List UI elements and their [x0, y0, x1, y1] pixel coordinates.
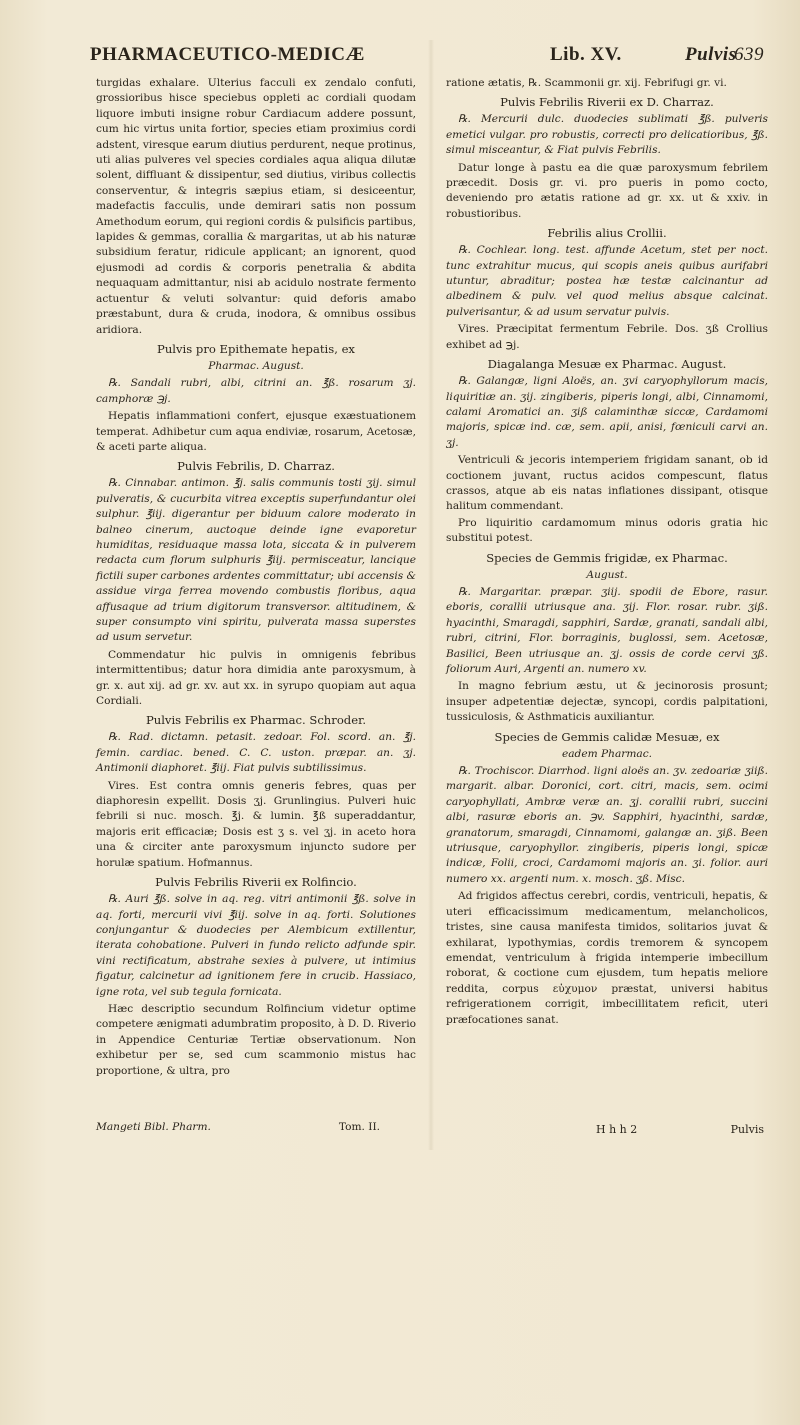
paragraph: Hepatis inflammationi confert, ejusque exæstuationem temperat. Adhibetur cum aqua endiviæ, rosarum, Acetosæ, & aceti parte aliqua. — [96, 410, 416, 453]
catchword: Pulvis — [730, 1123, 764, 1136]
heading-source: eadem Pharmac. — [561, 747, 653, 760]
recipe-text: ℞. Auri ℥ß. solve in aq. reg. vitri antimonii ℥ß. solve in aq. forti, mercurii vivi ℥iij. solve in aq. forti. Solutiones conjungantur & duodecies per Alembicum extillentur, iterata cohobatione. Pulveri in fundo relicto adfunde spir. vini rectificatum, abstrahe sexies à pulvere, ut intimius figatur, calcinetur ad ignitionem fere in crucib. Hassiaco, igne rota, vel sub tegula fornicata. — [96, 893, 416, 998]
volume-number: Tom. II. — [338, 1121, 380, 1133]
section-heading: Diagalanga Mesuæ ex Pharmac. August. — [487, 357, 727, 372]
section-heading: Pulvis Febrilis Riverii ex D. Charraz. — [500, 95, 714, 110]
recipe-text: ℞. Cochlear. long. test. affunde Acetum, stet per noct. tunc extrahitur mucus, qui scopis aneis quibus aurifabri utuntur, abraditur; postea hæ testæ calcinantur ad albedinem & pulv. vel quod melius absque calcinat. pulverisantur, & ad usum servatur pulvis. — [446, 244, 768, 318]
heading-source: August. — [586, 568, 628, 581]
signature-mark: H h h 2 — [596, 1123, 638, 1136]
paragraph: Ad frigidos affectus cerebri, cordis, ventriculi, hepatis, & uteri efficacissimum medicamentum, melancholicos, tristes, sine causa manifesta timidos, solitarios juvat & exhilarat, lypothymias, cordis tremorem & syncopem emendat, ventriculum à frigida intemperie imbecillum roborat, & coctione cum ejusdem, tum hepatis meliore reddita, corpus εὐχυμον præstat, universi habitus refrigerationem corrigit, imbecillitatem reficit, uteri præfocationes sanat. — [446, 890, 768, 1026]
paragraph: Pro liquiritio cardamomum minus odoris gratia hic substitui potest. — [446, 516, 768, 545]
page-number: 639 — [734, 44, 764, 65]
page-crease — [428, 40, 434, 1150]
recipe-text: ℞. Sandali rubri, albi, citrini an. ℥ß. rosarum ʒj. camphoræ ℈j. — [96, 377, 416, 405]
right-column — [446, 76, 768, 1029]
source-citation: Mangeti Bibl. Pharm. — [96, 1121, 211, 1133]
left-column — [96, 76, 416, 1080]
running-title: PHARMACEUTICO-MEDICÆ — [90, 44, 365, 65]
heading-source: Pharmac. August. — [208, 359, 304, 372]
section-heading: Febrilis alius Crollii. — [547, 226, 667, 241]
recipe-text: ℞. Trochiscor. Diarrhod. ligni aloës an. ʒv. zedoariæ ʒiiß. margarit. albar. Doronici, cort. citri, macis, sem. ocimi caryophyllati, Ambræ veræ an. ʒj. corallii rubri, succini albi, rasuræ eboris an. ℈v. Sapphiri, hyacinthi, sardæ, granatorum, smaragdi, Cinnamomi, galangæ an. ʒiß. Been utriusque, caryophyllor. zingiberis, piperis longi, spicæ indicæ, Folii, croci, Cardamomi majoris an. ʒi. folior. auri numero xx. argenti num. x. mosch. ʒß. Misc. — [446, 765, 768, 885]
recipe-text: ℞. Mercurii dulc. duodecies sublimati ℥ß. pulveris emetici vulgar. pro robustis, correcti pro delicatioribus, ℥ß. simul misceantur, & Fiat pulvis Febrilis. — [446, 113, 768, 157]
paragraph: In magno febrium æstu, ut & jecinorosis prosunt; insuper adpetentiæ dejectæ, syncopi, cordis palpitationi, tussiculosis, & Asthmaticis auxiliantur. — [446, 680, 768, 724]
recipe-text: ℞. Rad. dictamn. petasit. zedoar. Fol. scord. an. ℥j. femin. cardiac. bened. C. C. uston. præpar. an. ʒj. Antimonii diaphoret. ℥iij. Fiat pulvis subtilissimus. — [96, 731, 416, 775]
recipe-text: ℞. Cinnabar. antimon. ℥j. salis communis tosti ʒij. simul pulveratis, & cucurbita vitrea exceptis superfundantur olei sulphur. ℥iij. digerantur per biduum calore moderato in balneo cinerum, auctoque deinde igne evaporetur humiditas, residuaque massa lota, siccata & in pulverem redacta cum florum sulphuris ℥iij. permisceatur, lancique fictili super carbones ardentes committatur; ubi accensis & assidue virga ferrea movendo combustis floribus, aqua affusaque ad trium digitorum transversor. altitudinem, & super consumpto vini spiritu, pulverata massa superstes ad usum servetur. — [96, 477, 416, 644]
section-heading: Species de Gemmis frigidæ, ex Pharmac. — [486, 550, 728, 565]
paragraph: turgidas exhalare. Ulterius facculi ex zendalo confuti, grossioribus hisce speciebus oppleti ac cordiali quodam liquore imbuti insigne robur Cardiacum addere possunt, cum hic virtus unita fortior, species etiam proximius cordi adstent, viresque earum diutius perdurent, neque protinus, uti alias pulveres vel species cordiales aqua aliqua dilutæ solent, diffluant & dissipentur, sed diutius, viribus collectis conserventur, & integris sæpius etiam, si desiceentur, madefactis facculis, unde demirari satis non possum Amethodum eorum, qui regioni cordis & pulsificis partibus, lapides & gemmas, corallia & margaritas, ut ab his naturæ subsidium feratur, ridicule applicant; an ignorent, quod ejusmodi ad cordis & corporis penetralia & abdita nequaquam admittantur, nisi ab acidulo nostrate fermento actuentur & veluti solvantur: quid deforis amabo præstabunt, dura & cruda, inodora, & omnibus ossibus aridiora. — [96, 77, 416, 336]
paragraph: ratione ætatis, ℞. Scammonii gr. xij. Febrifugi gr. vi. — [446, 77, 727, 89]
paragraph: Ventriculi & jecoris intemperiem frigidam sanant, ob id coctionem juvant, ructus acidos compescunt, flatus crassos, atque ab eis natas inflationes dissipant, otisque halitum commendant. — [446, 454, 768, 513]
section-heading: Species de Gemmis calidæ Mesuæ, ex — [494, 729, 720, 744]
paragraph: Datur longe à pastu ea die quæ paroxysmum febrilem præcedit. Dosis gr. vi. pro pueris in pomo cocto, deveniendo pro ætatis ratione ad gr. xx. ut & xxiv. in robustioribus. — [446, 161, 768, 220]
paragraph: Commendatur hic pulvis in omnigenis febribus intermittentibus; datur hora dimidia ante paroxysmum, à gr. x. aut xij. ad gr. xv. aut xx. in syrupo quopiam aut aqua Cordiali. — [96, 648, 416, 708]
recipe-text: ℞. Galangæ, ligni Aloës, an. ʒvi caryophyllorum macis, liquiritiæ an. ʒij. zingiberis, piperis longi, albi, Cinnamomi, calami Aromatici an. ʒiß calaminthæ siccæ, Cardamomi majoris, spicæ ind. cæ, sem. apii, anisi, fœniculi carvi an. ʒj. — [446, 375, 768, 449]
section-title: Pulvis — [685, 44, 737, 65]
paragraph: Vires. Est contra omnis generis febres, quas per diaphoresin expellit. Dosis ʒj. Grunlingius. Pulveri huic febrili si nuc. mosch. ℥j. & lumin. ℥ß superaddantur, majoris erit efficaciæ; Dosis est ʒ s. vel ʒj. in aceto hora una & circiter ante paroxysmum injuncto sudore per horulæ spatium. Hofmannus. — [96, 779, 416, 869]
section-heading: Pulvis Febrilis Riverii ex Rolfincio. — [155, 875, 357, 890]
section-heading: Pulvis Febrilis ex Pharmac. Schroder. — [145, 713, 367, 728]
recipe-text: ℞. Margaritar. præpar. ʒiij. spodii de Ebore, rasur. eboris, corallii utriusque ana. ʒij. Flor. rosar. rubr. ʒiß. hyacinthi, Smaragdi, sapphiri, Sardæ, granati, sandali albi, rubri, citrini, Flor. borraginis, buglossi, sem. Acetosæ, Basilici, Been utriusque an. ʒj. ossis de corde cervi ʒß. foliorum Auri, Argenti an. numero xv. — [446, 585, 768, 675]
paragraph: Vires. Præcipitat fermentum Febrile. Dos. ʒß Crollius exhibet ad ℈j. — [446, 323, 768, 351]
section-heading: Pulvis pro Epithemate hepatis, ex — [157, 341, 355, 356]
paragraph: Hæc descriptio secundum Rolfincium videtur optime competere ænigmati adumbratim proposito, à D. D. Riverio in Appendice Centuriæ Tertiæ observationum. Non exhibetur per se, sed cum scammonio mistus hac proportione, & ultra, pro — [96, 1002, 416, 1077]
book-number: Lib. XV. — [550, 44, 622, 65]
section-heading: Pulvis Febrilis, D. Charraz. — [177, 459, 335, 474]
left-footer — [96, 1120, 416, 1135]
